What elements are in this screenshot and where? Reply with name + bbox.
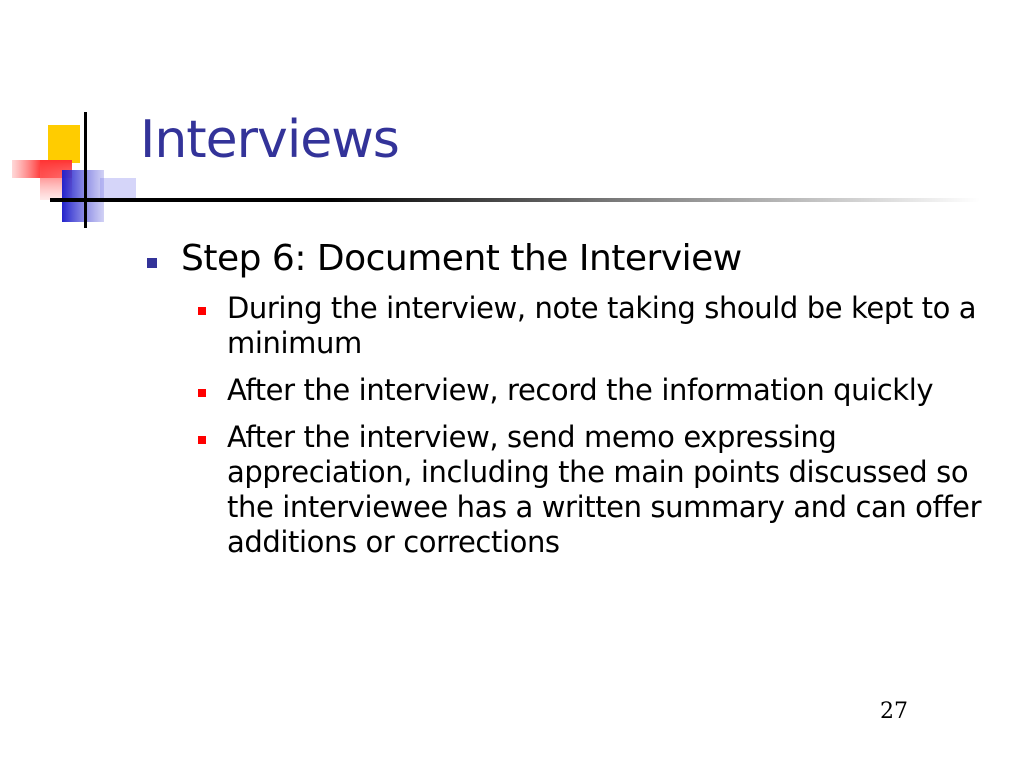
sub-bullet-list xyxy=(144,291,1004,561)
square-bullet-icon xyxy=(198,307,206,315)
bullet-level1-text: Step 6: Document the Interview xyxy=(181,238,742,279)
square-bullet-icon xyxy=(198,389,206,397)
slide-body xyxy=(144,236,1004,573)
sub-bullet-item xyxy=(196,420,997,560)
square-bullet-icon xyxy=(198,436,206,444)
sub-bullet-item xyxy=(196,291,997,361)
sub-bullet-item xyxy=(196,373,997,408)
bullet-level1-step6 xyxy=(144,236,1004,281)
sub-bullet-text: After the interview, send memo expressing appreciation, including the main points discussed so the interviewee has a written summary and can offer additions or corrections xyxy=(227,420,982,560)
square-bullet-icon xyxy=(147,258,157,268)
sub-bullet-text: During the interview, note taking should be kept to a minimum xyxy=(227,291,977,361)
slide-title: Interviews xyxy=(140,110,399,170)
slide-logo-graphic xyxy=(0,0,140,240)
sub-bullet-text: After the interview, record the information quickly xyxy=(227,373,934,408)
title-underline-rule xyxy=(50,198,980,202)
page-number: 27 xyxy=(880,699,908,724)
